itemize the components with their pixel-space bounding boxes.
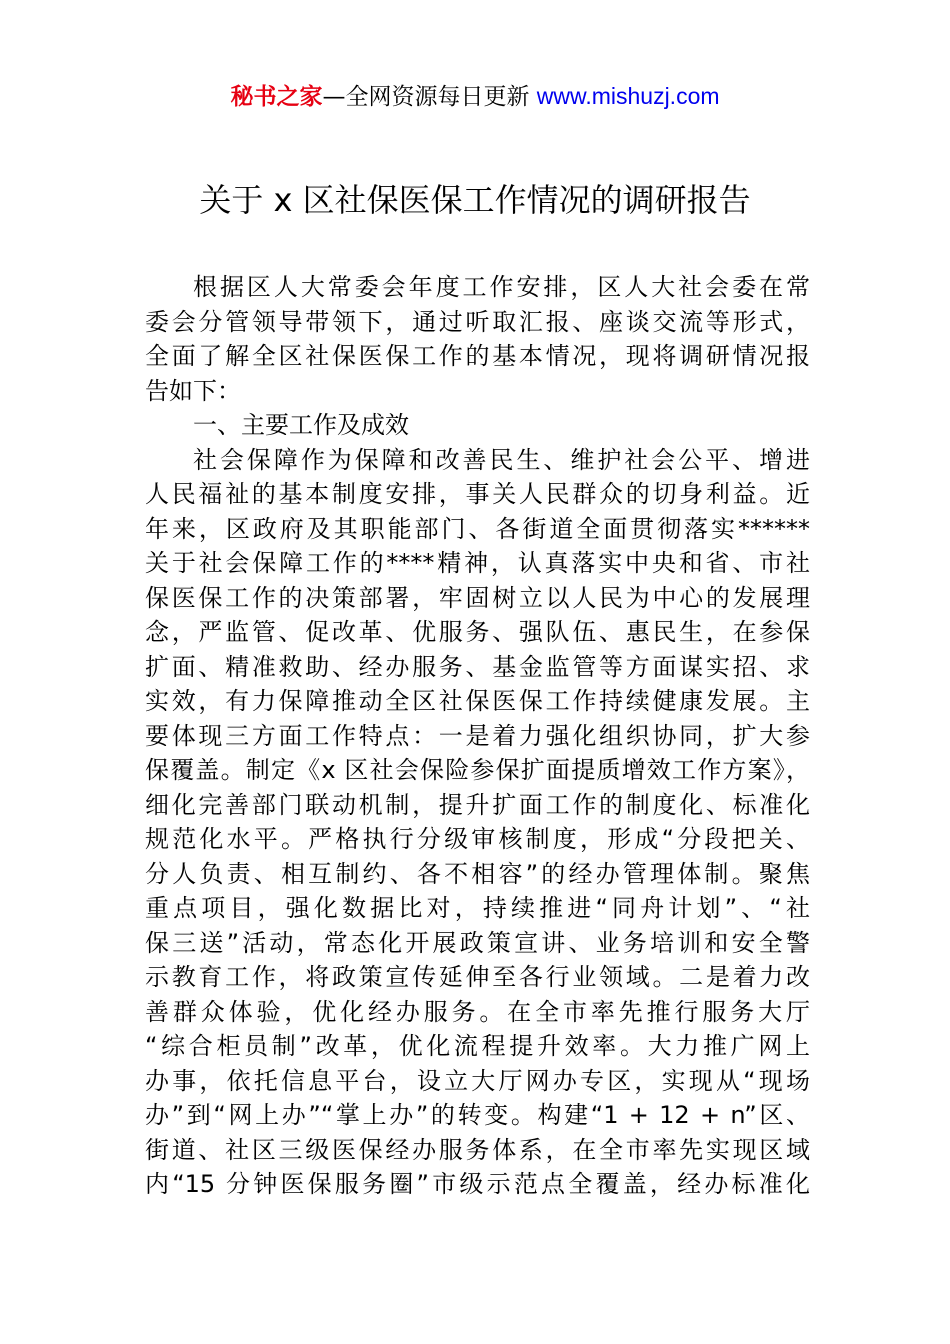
body-text-line: 告如下： bbox=[145, 376, 241, 405]
document-title: 关于 x 区社保医保工作情况的调研报告 bbox=[199, 181, 751, 219]
body-text-line: 保医保工作的决策部署，牢固树立以人民为中心的发展理 bbox=[145, 583, 810, 612]
body-text-line: 街道、社区三级医保经办服务体系，在全市率先实现区域 bbox=[145, 1135, 810, 1164]
body-text-line: 委会分管领导带领下，通过听取汇报、座谈交流等形式， bbox=[145, 307, 810, 336]
body-text-line: 保三送”活动，常态化开展政策宣讲、业务培训和安全警 bbox=[145, 928, 810, 957]
body-text-line: 重点项目，强化数据比对，持续推进“同舟计划”、“社 bbox=[145, 894, 810, 922]
body-text-line: 要体现三方面工作特点：一是着力强化组织协同，扩大参 bbox=[145, 721, 810, 750]
body-text-line: 人民福祉的基本制度安排，事关人民群众的切身利益。近 bbox=[145, 480, 810, 508]
body-text-line: 办”到“网上办”“掌上办”的转变。构建“1 + 12 + n”区、 bbox=[145, 1101, 810, 1129]
body-text-line: 全面了解全区社保医保工作的基本情况，现将调研情况报 bbox=[145, 342, 810, 370]
body-text-line: 关于社会保障工作的****精神，认真落实中央和省、市社 bbox=[145, 549, 810, 577]
site-url-link[interactable]: www.mishuzj.com bbox=[536, 83, 720, 109]
body-text-line: 年来，区政府及其职能部门、各街道全面贯彻落实****** bbox=[145, 514, 810, 543]
body-text-line: 扩面、精准救助、经办服务、基金监管等方面谋实招、求 bbox=[145, 652, 810, 681]
site-brand: 秘书之家 bbox=[230, 84, 323, 110]
body-text-line: 细化完善部门联动机制，提升扩面工作的制度化、标准化 bbox=[145, 790, 810, 819]
body-text-line: 分人负责、相互制约、各不相容”的经办管理体制。聚焦 bbox=[145, 859, 810, 888]
document-body bbox=[145, 270, 810, 1202]
body-text-line: 一、主要工作及成效 bbox=[193, 411, 409, 439]
body-text-line: 示教育工作，将政策宣传延伸至各行业领域。二是着力改 bbox=[145, 963, 810, 991]
body-text-line: 保覆盖。制定《x 区社会保险参保扩面提质增效工作方案》， bbox=[145, 756, 810, 784]
site-tagline: —全网资源每日更新 bbox=[322, 84, 530, 110]
body-text-line: 社会保障作为保障和改善民生、维护社会公平、增进 bbox=[193, 445, 810, 474]
body-text-line: 善群众体验，优化经办服务。在全市率先推行服务大厅 bbox=[145, 997, 810, 1026]
body-text-line: 实效，有力保障推动全区社保医保工作持续健康发展。主 bbox=[145, 687, 810, 715]
body-text-line: 内“15 分钟医保服务圈”市级示范点全覆盖，经办标准化 bbox=[145, 1170, 810, 1198]
body-text-line: 念，严监管、促改革、优服务、强队伍、惠民生，在参保 bbox=[145, 618, 810, 646]
site-header bbox=[0, 80, 950, 113]
body-text-line: 办事，依托信息平台，设立大厅网办专区，实现从“现场 bbox=[145, 1066, 810, 1095]
body-text-line: 根据区人大常委会年度工作安排，区人大社会委在常 bbox=[193, 273, 810, 301]
body-text-line: “综合柜员制”改革，优化流程提升效率。大力推广网上 bbox=[145, 1032, 810, 1060]
body-text-line: 规范化水平。严格执行分级审核制度，形成“分段把关、 bbox=[145, 825, 810, 853]
